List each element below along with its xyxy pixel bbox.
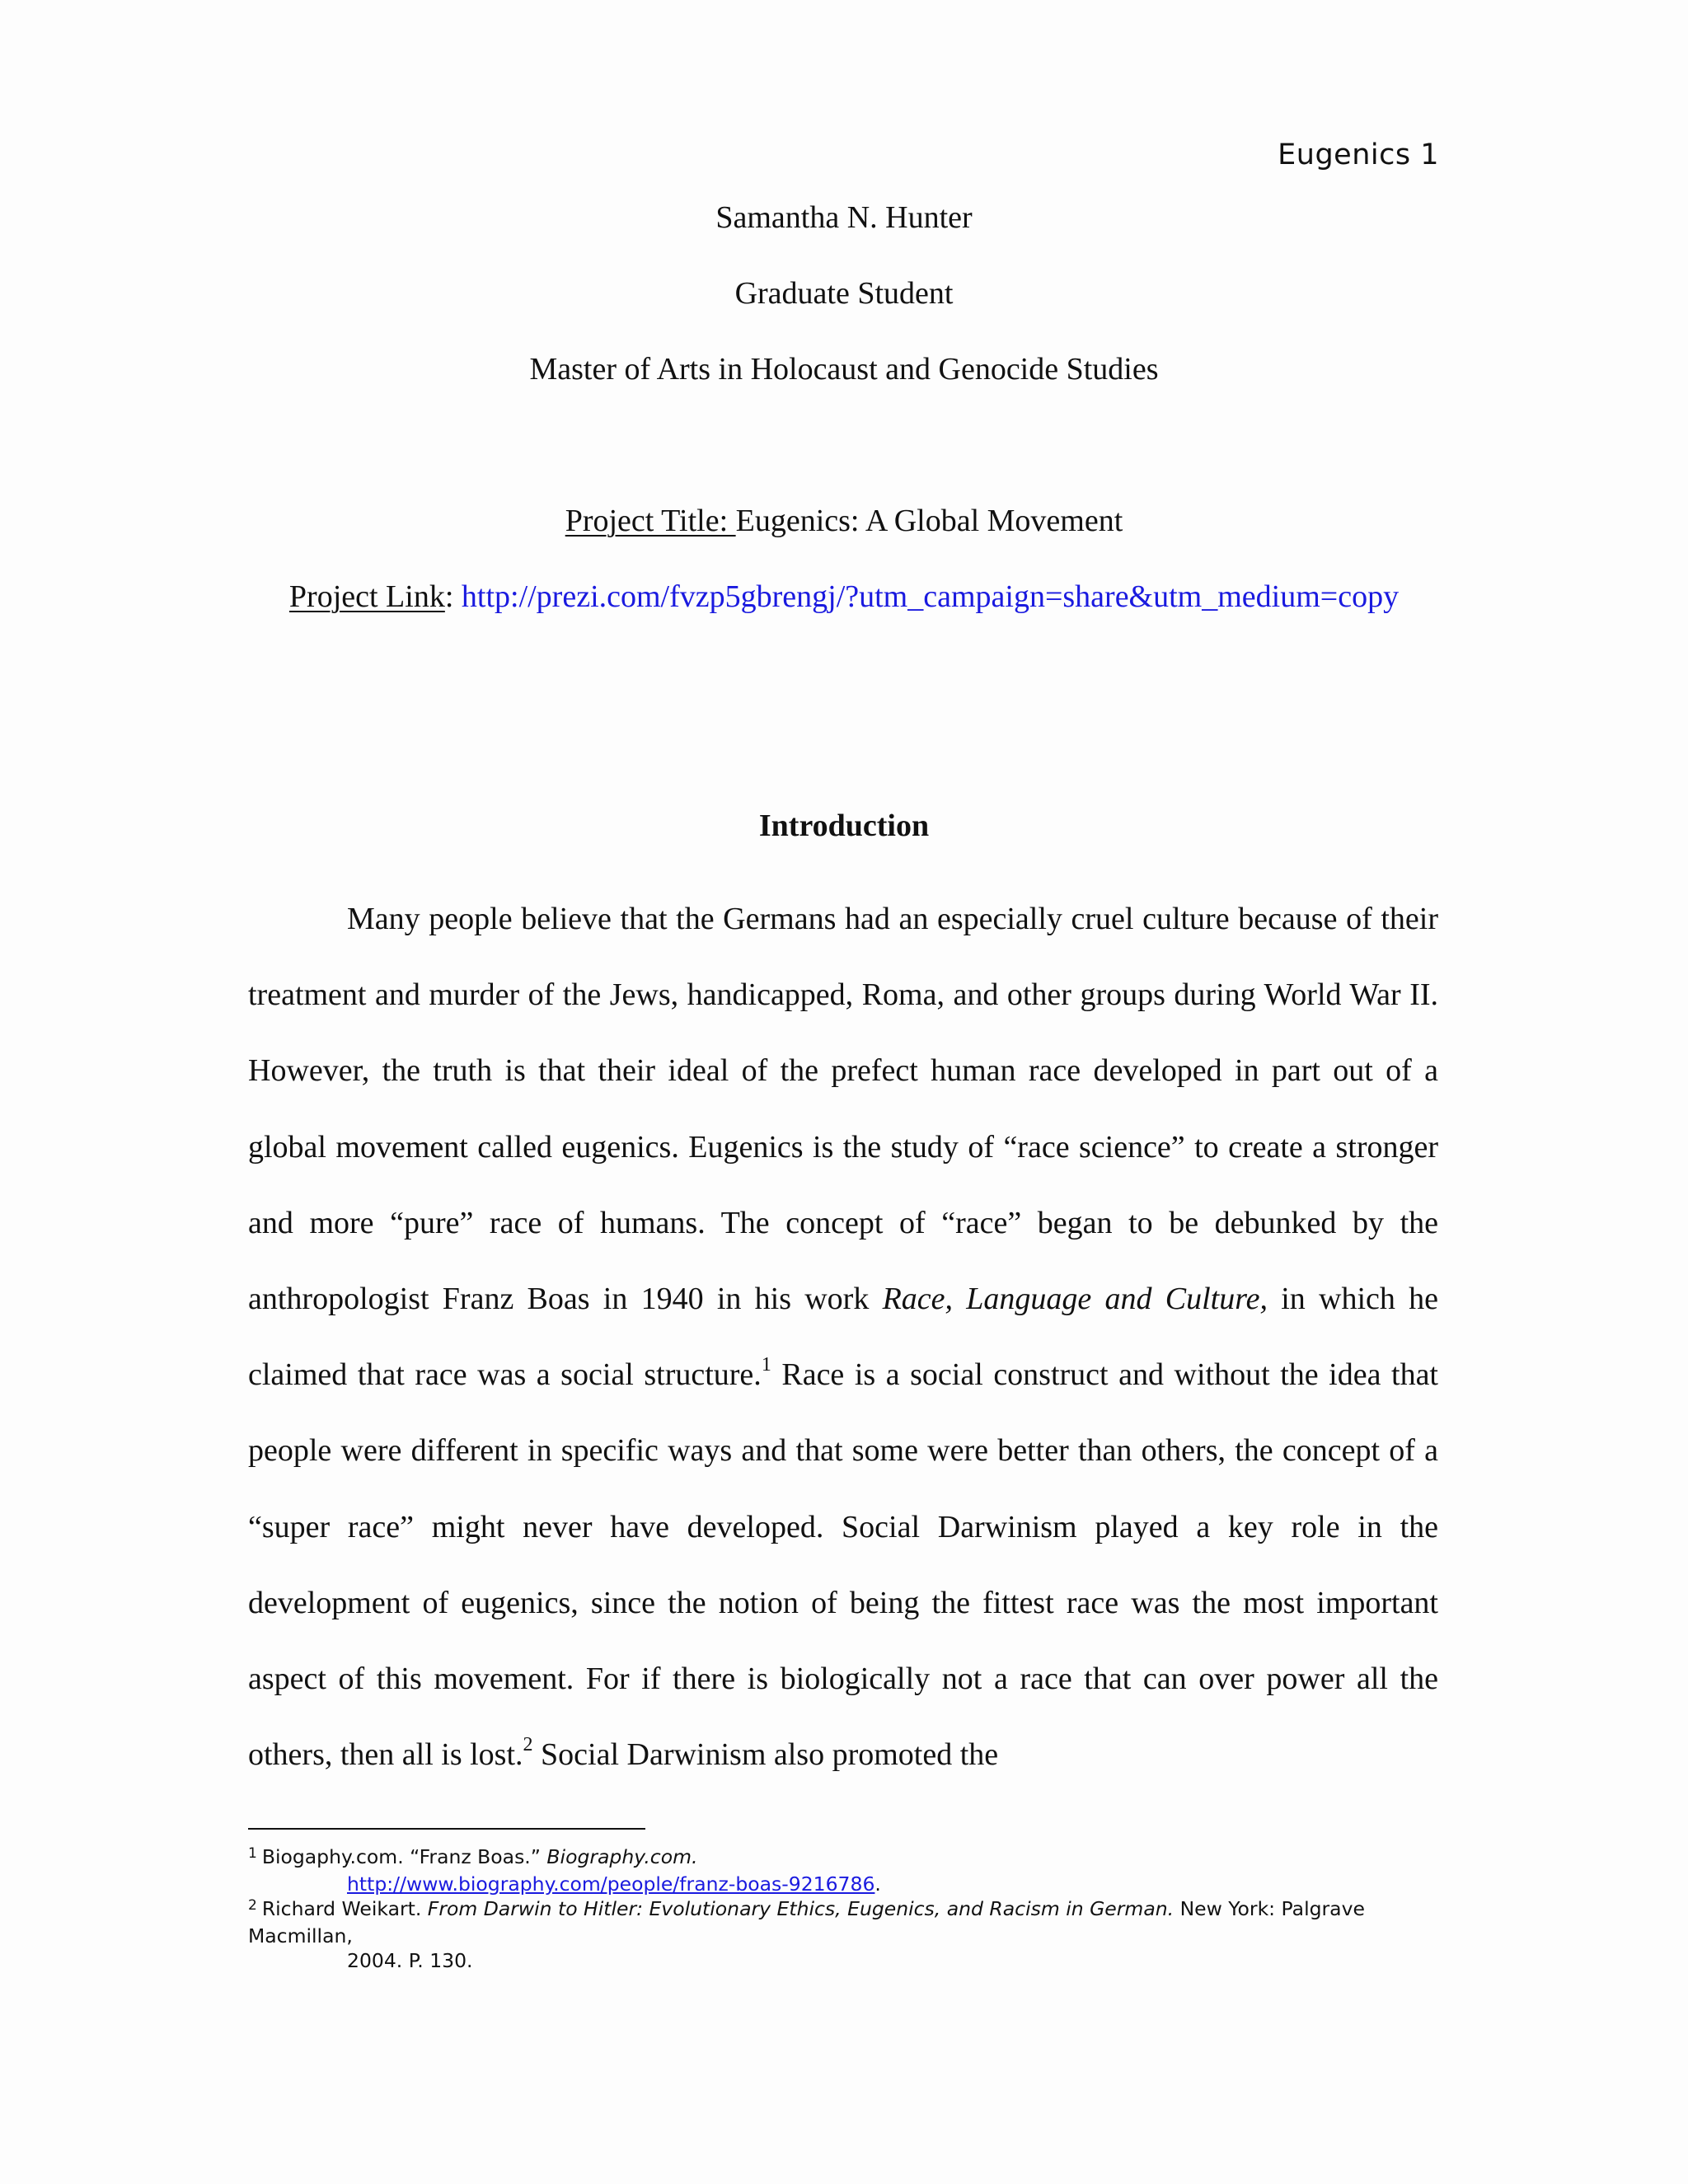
project-title-label: Project Title:	[565, 504, 736, 538]
footnote-continuation: 2004. P. 130.	[347, 1949, 473, 1972]
footnote-italic: From Darwin to Hitler: Evolutionary Ethics, Eugenics, and Racism in German.	[427, 1897, 1175, 1920]
footnote-2	[248, 1896, 1451, 1973]
footnote-text: Richard Weikart.	[261, 1897, 428, 1920]
footnotes	[248, 1844, 1451, 1973]
body-text-part-2: in which he claimed that race was a social structure.	[248, 1282, 1438, 1393]
footnote-number: 1	[248, 1845, 257, 1862]
project-link-label: Project Link	[288, 579, 445, 614]
footnote-number: 2	[248, 1897, 257, 1914]
body-text-part-1: Many people believe that the Germans had an especially cruel culture because of their treatment and murder of the Jews, handicapped, Roma, and other groups during World War II. However, the truth is that their ideal of the prefect human race developed in part out of a global movement called eugenics. Eugenics is the study of “race science” to create a stronger and more “pure” race of humans. The concept of “race” began to be debunked by the anthropologist Franz Boas in 1940 in his work	[248, 902, 1438, 1317]
project-link-separator: :	[444, 579, 462, 614]
footnote-ref-2[interactable]: 2	[523, 1733, 533, 1755]
author-role: Graduate Student	[734, 276, 954, 311]
running-head: Eugenics 1	[1278, 138, 1439, 171]
footnote-tail: .	[874, 1872, 881, 1896]
book-title: Race, Language and Culture,	[882, 1282, 1268, 1317]
footnote-continuation	[248, 1872, 1451, 1896]
section-heading: Introduction	[758, 808, 930, 843]
body-paragraph	[248, 881, 1438, 1793]
body-text-part-3: Race is a social construct and without the idea that people were different in specific ways and that some were better than others, the concept of a “super race” might never have developed. Social Darwinism played a key role in the development of eugenics, since the notion of being the fittest race was the most important aspect of this movement. For if there is biologically not a race that can over power all the others, then all is lost.	[248, 1357, 1438, 1773]
project-link[interactable]: http://prezi.com/fvzp5gbrengj/?utm_campaign=share&utm_medium=copy	[461, 579, 1400, 614]
project-title-line	[0, 503, 1688, 539]
footnote-link[interactable]: http://www.biography.com/people/franz-boas-9216786	[347, 1872, 875, 1896]
body-text-part-4: Social Darwinism also promoted the	[532, 1737, 999, 1773]
project-link-line	[0, 579, 1688, 615]
project-title: Eugenics: A Global Movement	[735, 504, 1123, 538]
footnote-1	[248, 1844, 1451, 1896]
program-name: Master of Arts in Holocaust and Genocide Studies	[529, 352, 1159, 387]
footnote-italic: Biography.com.	[546, 1845, 698, 1868]
author-name: Samantha N. Hunter	[715, 200, 973, 235]
footnote-text: Biogaphy.com. “Franz Boas.”	[261, 1845, 547, 1868]
footnote-ref-1[interactable]: 1	[761, 1353, 771, 1376]
footnote-separator	[248, 1828, 645, 1830]
footnote-tail: New York: Palgrave Macmillan,	[248, 1897, 1365, 1947]
